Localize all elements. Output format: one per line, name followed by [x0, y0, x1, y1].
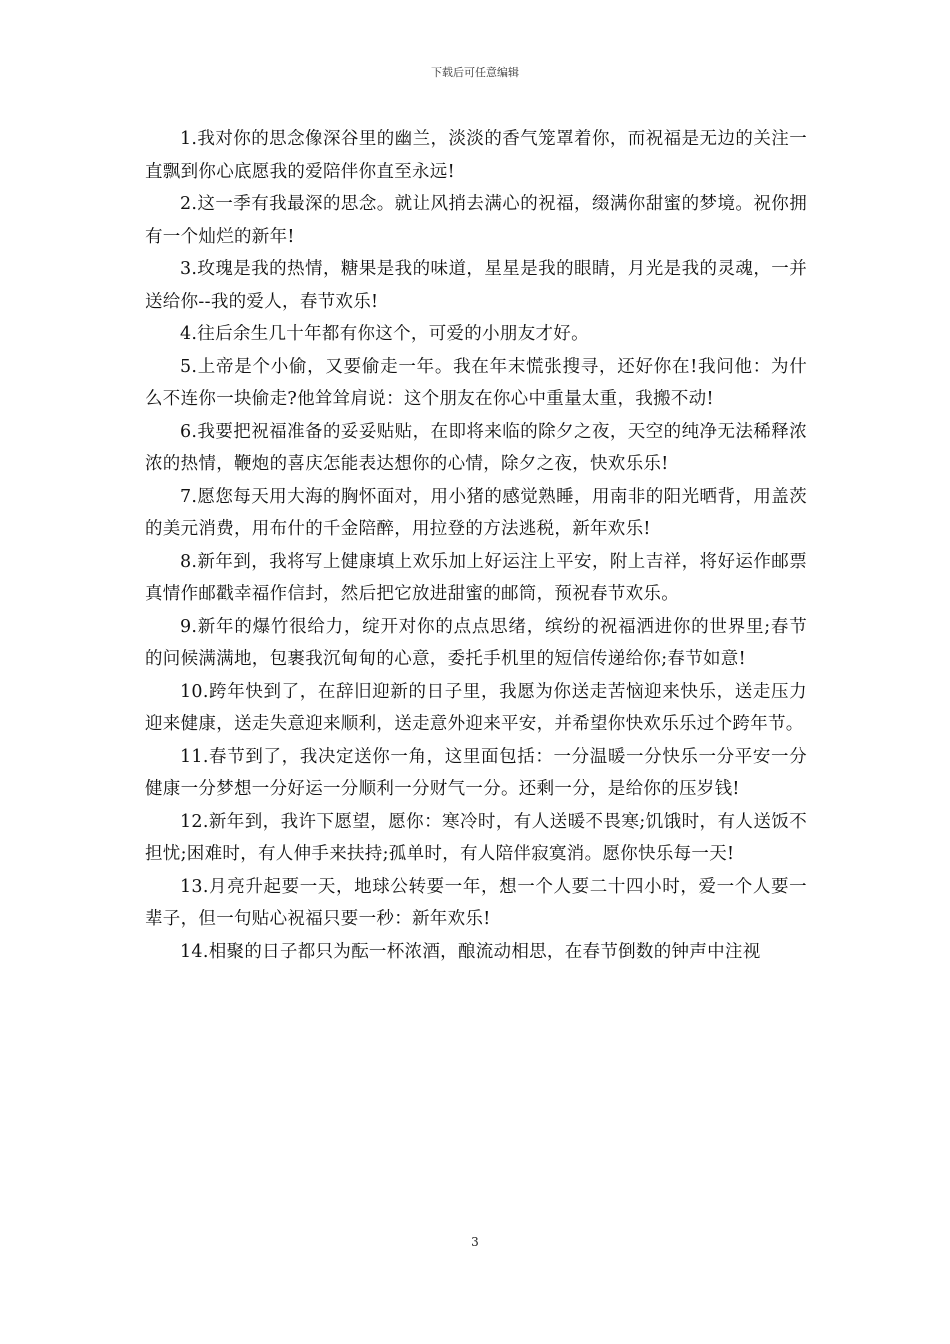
paragraph-13: 13.月亮升起要一天，地球公转要一年，想一个人要二十四小时，爱一个人要一辈子，但一句贴心祝福只要一秒：新年欢乐!	[145, 876, 807, 929]
document-body	[145, 123, 807, 968]
paragraph-11: 11.春节到了，我决定送你一角，这里面包括：一分温暖一分快乐一分平安一分健康一分梦想一分好运一分顺利一分财气一分。还剩一分，是给你的压岁钱!	[145, 746, 807, 799]
paragraph-5: 5.上帝是个小偷，又要偷走一年。我在年末慌张搜寻，还好你在!我问他：为什么不连你一块偷走?他耸耸肩说：这个朋友在你心中重量太重，我搬不动!	[145, 356, 807, 409]
paragraph-10: 10.跨年快到了，在辞旧迎新的日子里，我愿为你送走苦恼迎来快乐，送走压力迎来健康，送走失意迎来顺利，送走意外迎来平安，并希望你快欢乐乐过个跨年节。	[145, 681, 807, 734]
paragraph-9: 9.新年的爆竹很给力，绽开对你的点点思绪，缤纷的祝福洒进你的世界里;春节的问候满满地，包裹我沉甸甸的心意，委托手机里的短信传递给你;春节如意!	[145, 616, 807, 669]
page-number: 3	[471, 1235, 479, 1249]
paragraph-3: 3.玫瑰是我的热情，糖果是我的味道，星星是我的眼睛，月光是我的灵魂，一并送给你--我的爱人，春节欢乐!	[145, 259, 807, 312]
paragraph-1: 1.我对你的思念像深谷里的幽兰，淡淡的香气笼罩着你，而祝福是无边的关注一直飘到你心底愿我的爱陪伴你直至永远!	[145, 129, 807, 182]
paragraph-6: 6.我要把祝福准备的妥妥贴贴，在即将来临的除夕之夜，天空的纯净无法稀释浓浓的热情，鞭炮的喜庆怎能表达想你的心情，除夕之夜，快欢乐乐!	[145, 421, 807, 474]
paragraph-8: 8.新年到，我将写上健康填上欢乐加上好运注上平安，附上吉祥，将好运作邮票真情作邮戳幸福作信封，然后把它放进甜蜜的邮筒，预祝春节欢乐。	[145, 551, 807, 604]
paragraph-2: 2.这一季有我最深的思念。就让风捎去满心的祝福，缀满你甜蜜的梦境。祝你拥有一个灿烂的新年!	[145, 194, 807, 247]
paragraph-12: 12.新年到，我许下愿望，愿你：寒冷时，有人送暖不畏寒;饥饿时，有人送饭不担忧;困难时，有人伸手来扶持;孤单时，有人陪伴寂寞消。愿你快乐每一天!	[145, 811, 807, 864]
page-header-note: 下载后可任意编辑	[431, 66, 519, 79]
paragraph-14: 14.相聚的日子都只为酝一杯浓酒，酿流动相思，在春节倒数的钟声中注视	[180, 941, 761, 962]
paragraph-7: 7.愿您每天用大海的胸怀面对，用小猪的感觉熟睡，用南非的阳光晒背，用盖茨的美元消费，用布什的千金陪醉，用拉登的方法逃税，新年欢乐!	[145, 486, 807, 539]
paragraph-4: 4.往后余生几十年都有你这个，可爱的小朋友才好。	[180, 324, 589, 344]
